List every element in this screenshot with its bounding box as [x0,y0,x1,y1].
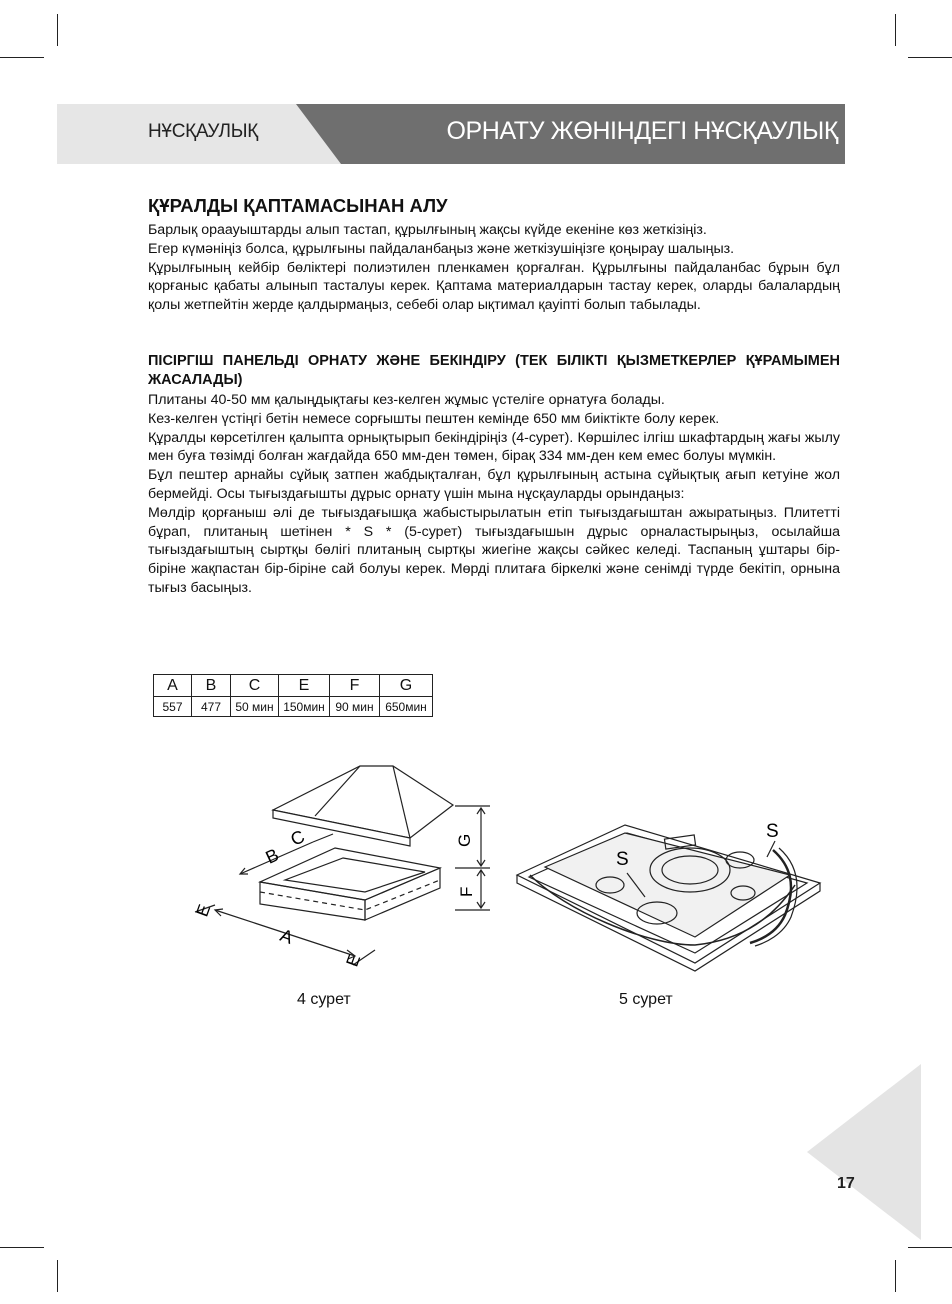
figure-4-label-e1: E [192,901,215,920]
table-cell: 150мин [279,697,330,717]
page-number: 17 [837,1175,855,1192]
figure-4-label-e2: E [342,951,365,970]
paragraph: Мөлдір қорғаныш әлі де тығыздағышқа жабыстырылатын етіп тығыздағыштан ажыратыңыз. Плитетті бұрап, плитаның шетінен * S * (5-сурет) тығыздағышын дұрыс орналастырыңыз, осылайша тығыздағыштың сыртқы бөлігі плитаның сыртқы жиегіне жақсы сәйкес келеді. Таспаның ұштары бір-біріне жақпастан бір-біріне сай болуы керек. Мөрді плитаға біркелкі және сенімді түрде бекітіп, орнына тығыз басыңыз. [148,504,840,596]
worktop-top [260,848,440,900]
crop-mark [0,1247,44,1248]
cutout-inner [285,858,425,892]
table-header-row [154,675,433,697]
paragraph: Барлық ораауыштарды алып тастап, құрылғының жақсы күйде екеніне көз жеткізіңіз. [148,222,707,238]
worktop-front [260,882,365,920]
table-cell: 650мин [380,697,433,717]
crop-mark [57,14,58,46]
table-row [154,697,433,717]
table-header-cell: A [154,675,192,697]
section-installation [148,352,840,598]
figure-4-label-c: C [287,826,308,850]
section-unpacking-title: ҚҰРАЛДЫ ҚАПТАМАСЫНАН АЛУ [148,195,448,216]
figure-5-label-s2: S [616,849,629,870]
figure-4-caption: 4 сурет [297,991,351,1008]
dimensions-table [153,674,433,717]
crop-mark [895,14,896,46]
paragraph: Құрылғының кейбір бөліктері полиэтилен пленкамен қорғалған. Құрылғыны пайдаланбас бұрын бұл қорғаныс қабаты алынып тасталуы керек. Қаптама материалдарын тастау керек, оларды балалардың қолы жетпейтін жерде қалдырмаңыз, себебі олар ықтимал қауіпті болып табылады. [148,259,840,314]
figure-4-cutout-diagram [185,760,505,975]
section-unpacking [148,195,840,315]
paragraph: Кез-келген үстіңгі бетін немесе сорғышты пештен кемінде 650 мм биіктікте болу керек. [148,410,720,427]
table-header-cell: G [380,675,433,697]
figure-4-label-a: A [277,925,296,948]
table-cell: 90 мин [330,697,380,717]
table-cell: 50 мин [231,697,279,717]
figure-5-hob-seal-diagram [505,815,830,975]
table-header-cell: E [279,675,330,697]
crop-mark [895,1260,896,1292]
crop-mark [908,57,952,58]
figure-4-label-g: G [455,833,474,847]
header-title: ОРНАТУ ЖӨНІНДЕГІ НҰСҚАУЛЫҚ [446,117,838,145]
figure-5-label-s1: S [766,821,779,842]
paragraph: Бұл пештер арнайы сұйық затпен жабдықталған, бұл құрылғының астына сұйықтық ағып кетуіне жол бермейді. Осы тығыздағышты дұрыс орнату үшін мына нұсқауларды орындаңыз: [148,467,840,502]
figure-4-label-f: F [457,886,476,897]
figure-5-caption: 5 сурет [619,991,673,1008]
figure-4-label-b: B [262,844,282,868]
paragraph: Плитаны 40-50 мм қалыңдықтағы кез-келген жұмыс үстелігe орнатуға болады. [148,392,665,408]
paragraph: Құралды көрсетілген қалыпта орнықтырып бекіндіріңіз (4-сурет). Көршілес ілгіш шкафтардың жағы жылу мен буға төзімді болған жағдайда 650 мм-ден төмен, бірақ 334 мм-ден кем емес болуы мүмкін. [148,429,840,465]
worktop-side [365,868,440,920]
table-cell: 557 [154,697,192,717]
crop-mark [0,57,44,58]
crop-mark [908,1247,952,1248]
crop-mark [57,1260,58,1292]
hood-top [273,766,453,838]
section-installation-title: ПІСІРГІШ ПАНЕЛЬДІ ОРНАТУ ЖӘНЕ БЕКІНДІРУ (ТЕК БІЛІКТІ ҚЫЗМЕТКЕРЛЕР ҚҰРАМЫМЕН ЖАСАЛАДЫ) [148,353,840,388]
header-left-label: НҰСҚАУЛЫҚ [148,121,259,142]
paragraph: Егер күмәніңіз болса, құрылғыны пайдаланбаңыз және жеткізушіңізге қоңырау шалыңыз. [148,240,735,257]
table-header-cell: F [330,675,380,697]
page-corner-decoration [807,1064,921,1240]
table-header-cell: C [231,675,279,697]
table-cell: 477 [192,697,231,717]
table-header-cell: B [192,675,231,697]
